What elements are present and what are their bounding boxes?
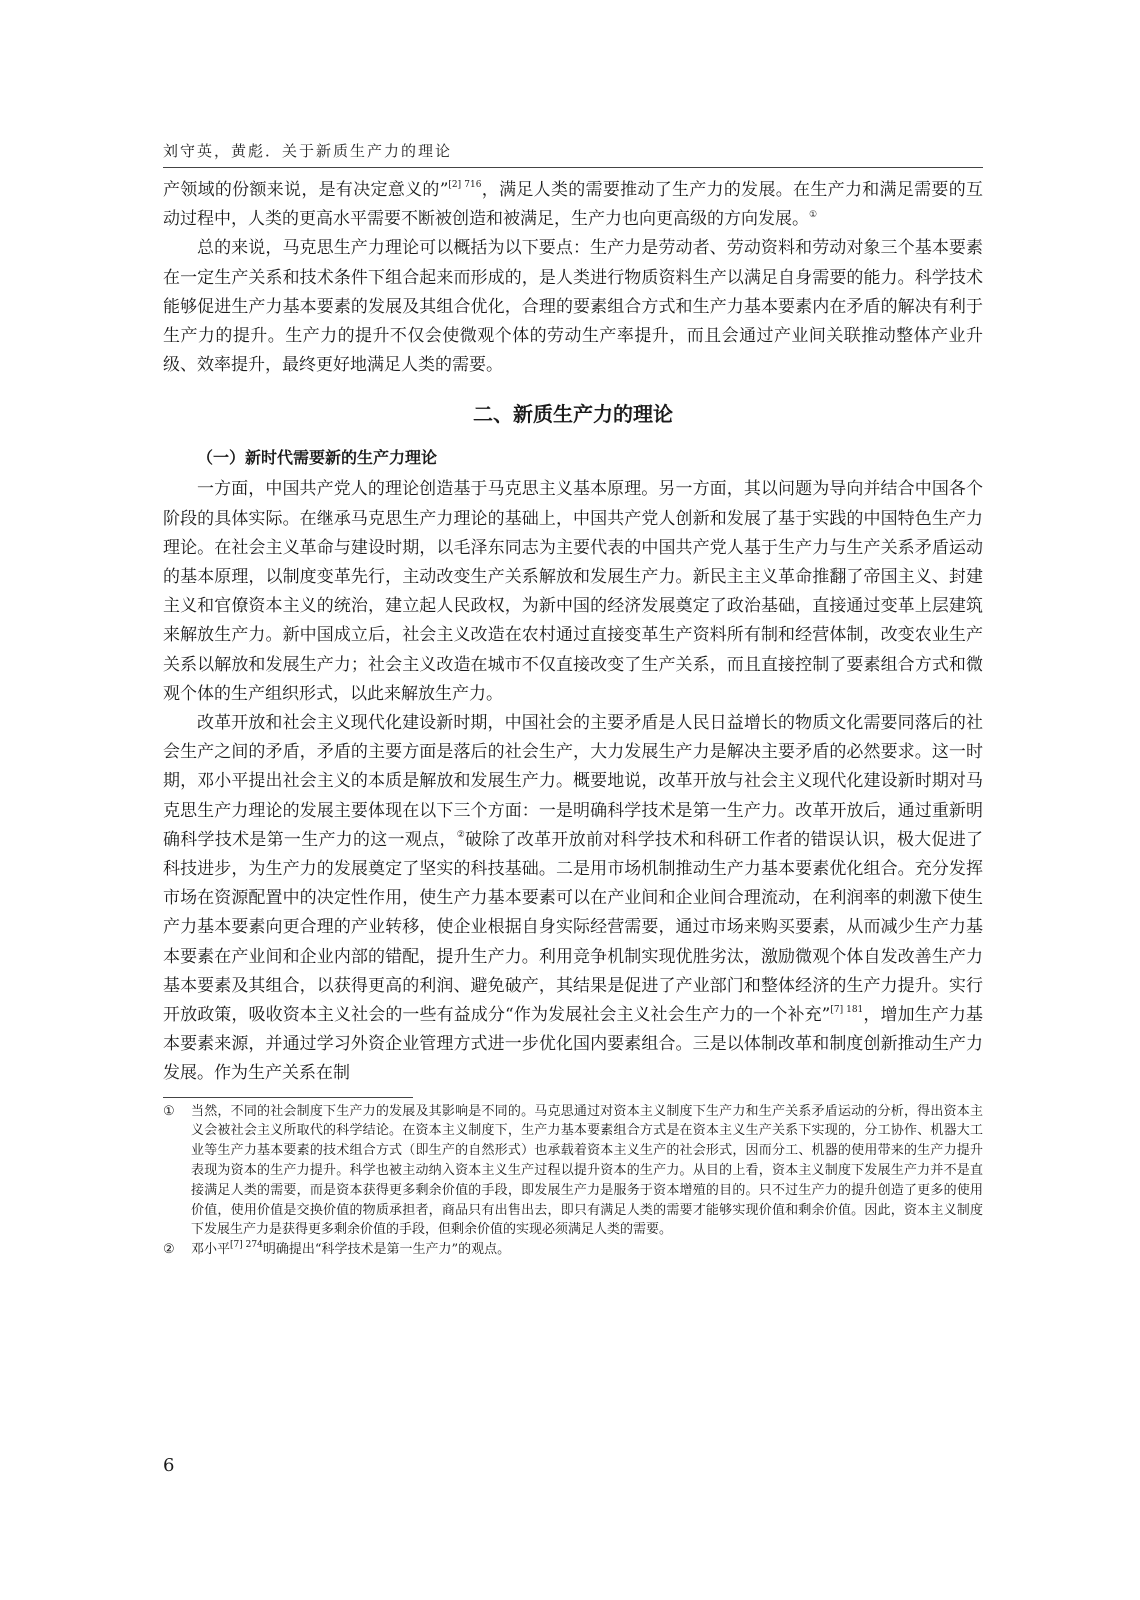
footnote-ref[interactable]: ①	[809, 209, 818, 220]
footnote	[163, 1240, 983, 1260]
running-head: 刘守英，黄彪．关于新质生产力的理论	[163, 140, 983, 168]
paragraph: 一方面，中国共产党人的理论创造基于马克思主义基本原理。另一方面，其以问题为导向并结合中国各个阶段的具体实际。在继承马克思生产力理论的基础上，中国共产党人创新和发展了基于实践的中国特色生产力理论。在社会主义革命与建设时期，以毛泽东同志为主要代表的中国共产党人基于生产力与生产关系矛盾运动的基本原理，以制度变革先行，主动改变生产关系解放和发展生产力。新民主主义革命推翻了帝国主义、封建主义和官僚资本主义的统治，建立起人民政权，为新中国的经济发展奠定了政治基础，直接通过变革上层建筑来解放生产力。新中国成立后，社会主义改造在农村通过直接变革生产资料所有制和经营体制，改变农业生产关系以解放和发展生产力；社会主义改造在城市不仅直接改变了生产关系，而且直接控制了要素组合方式和微观个体的生产组织形式，以此来解放生产力。	[163, 479, 983, 704]
footnote	[163, 1102, 983, 1241]
page-number: 6	[163, 1455, 175, 1476]
citation: [7] 181	[830, 1005, 864, 1016]
footnote-mark: ①	[163, 1103, 175, 1119]
citation: [7] 274	[230, 1239, 263, 1250]
footnote-mark: ②	[163, 1242, 175, 1258]
subsection-title: （一）新时代需要新的生产力理论	[197, 448, 438, 468]
paragraph: 总的来说，马克思生产力理论可以概括为以下要点：生产力是劳动者、劳动资料和劳动对象三个基本要素在一定生产关系和技术条件下组合起来而形成的，是人类进行物质资料生产以满足自身需要的能力。科学技术能够促进生产力基本要素的发展及其组合优化，合理的要素组合方式和生产力基本要素内在矛盾的解决有利于生产力的提升。生产力的提升不仅会使微观个体的劳动生产率提升，而且会通过产业间关联推动整体产业升级、效率提升，最终更好地满足人类的需要。	[163, 238, 983, 376]
footnote-text: 当然，不同的社会制度下生产力的发展及其影响是不同的。马克思通过对资本主义制度下生产力和生产关系矛盾运动的分析，得出资本主义会被社会主义所取代的科学结论。在资本主义制度下，生产力基本要素组合方式是在资本主义生产关系下实现的，分工协作、机器大工业等生产力基本要素的技术组合方式（即生产的自然形式）也承载着资本主义生产的社会形式，因而分工、机器的使用带来的生产力提升表现为资本的生产力提升。科学也被主动纳入资本主义生产过程以提升资本的生产力。从目的上看，资本主义制度下发展生产力并不是直接满足人类的需要，而是资本获得更多剩余价值的手段，即发展生产力是服务于资本增殖的目的。只不过生产力的提升创造了更多的使用价值，使用价值是交换价值的物质承担者，商品只有出售出去，即只有满足人类的需要才能够实现价值和剩余价值。因此，资本主义制度下发展生产力是获得更多剩余价值的手段，但剩余价值的实现必须满足人类的需要。	[191, 1103, 983, 1238]
paragraph: 改革开放和社会主义现代化建设新时期，中国社会的主要矛盾是人民日益增长的物质文化需要同落后的社会生产之间的矛盾，矛盾的主要方面是落后的社会生产，大力发展生产力是解决主要矛盾的必然要求。这一时期，邓小平提出社会主义的本质是解放和发展生产力。概要地说，改革开放与社会主义现代化建设新时期对马克思生产力理论的发展主要体现在以下三个方面：一是明确科学技术是第一生产力。改革开放后，通过重新明确科学技术是第一生产力的这一观点，②破除了改革开放前对科学技术和科研工作者的错误认识，极大促进了科技进步，为生产力的发展奠定了坚实的科技基础。二是用市场机制推动生产力基本要素优化组合。充分发挥市场在资源配置中的决定性作用，使生产力基本要素可以在产业间和企业间合理流动，在利润率的刺激下使生产力基本要素向更合理的产业转移，使企业根据自身实际经营需要，通过市场来购买要素，从而减少生产力基本要素在产业间和企业内部的错配，提升生产力。利用竞争机制实现优胜劣汰，激励微观个体自发改善生产力基本要素及其组合，以获得更高的利润、避免破产，其结果是促进了产业部门和整体经济的生产力提升。实行开放政策，吸收资本主义社会的一些有益成分“作为发展社会主义社会生产力的一个补充”$^{[7] 181}$，增加生产力基本要素来源，并通过学习外资企业管理方式进一步优化国内要素组合。三是以体制改革和制度创新推动生产力发展。作为生产关系在制	[163, 713, 984, 1084]
page	[163, 140, 983, 1260]
footnotes	[163, 1102, 983, 1260]
body-text	[163, 176, 983, 1089]
footnote-text: 邓小平$^{[7] 274}$明确提出“科学技术是第一生产力”的观点。	[191, 1239, 511, 1258]
paragraph: 产领域的份额来说，是有决定意义的”$^{[2] 716}$，满足人类的需要推动了生产力的发展。在生产力和满足需要的互动过程中，人类的更高水平需要不断被创造和被满足，生产力也向更高级的方向发展。①	[163, 180, 983, 230]
footnote-ref[interactable]: ②	[456, 830, 466, 841]
citation: [2] 716	[448, 180, 482, 191]
section-title: 二、新质生产力的理论	[473, 402, 673, 427]
footnote-divider	[163, 1097, 413, 1098]
